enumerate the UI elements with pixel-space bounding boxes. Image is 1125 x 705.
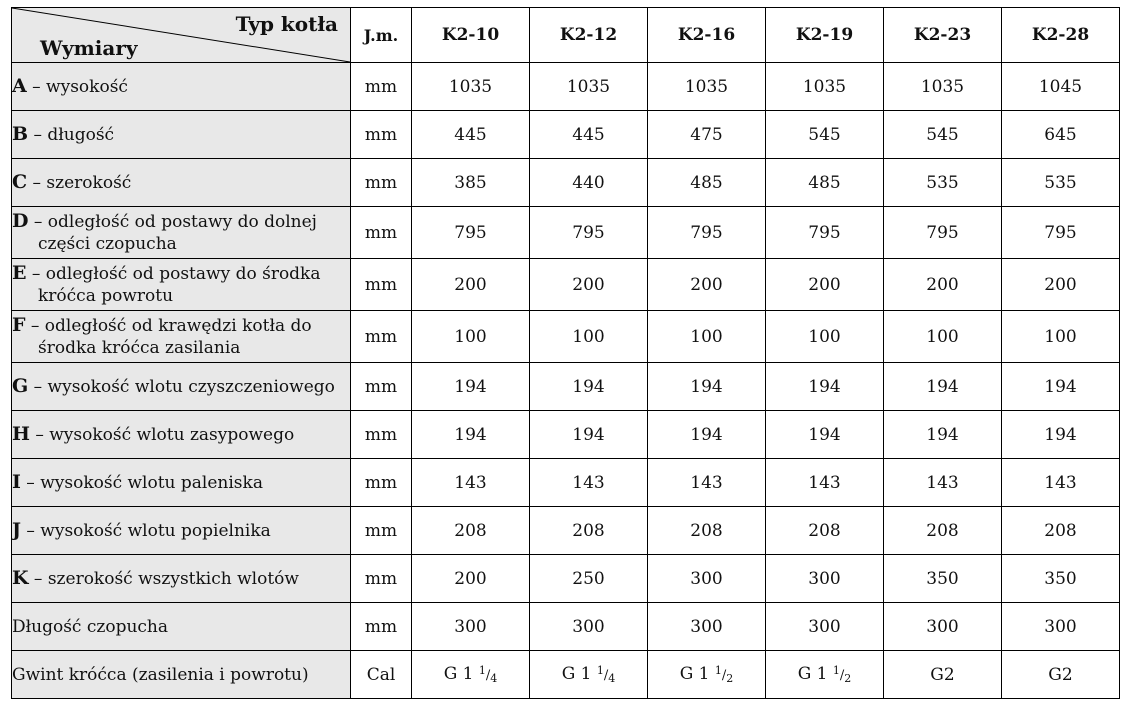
value-cell: 795: [530, 207, 648, 259]
value-cell: 200: [884, 259, 1002, 311]
value-cell: 200: [766, 259, 884, 311]
value-cell: 143: [884, 459, 1002, 507]
thread-size-base: G 1: [797, 664, 833, 684]
dimension-description-continued: części czopucha: [38, 234, 177, 254]
table-row: [12, 63, 1120, 111]
boiler-dimensions-table: [11, 7, 1120, 699]
unit-cell: mm: [351, 111, 412, 159]
dimension-letter: H: [12, 423, 30, 445]
value-cell: 545: [766, 111, 884, 159]
value-cell: 445: [530, 111, 648, 159]
dimension-label-cell: [12, 63, 351, 111]
dimension-description: – odległość od krawędzi kotła do: [25, 316, 312, 336]
thread-size-base: G 1: [561, 664, 597, 684]
fraction-numerator: 1: [714, 664, 722, 677]
dimension-description: – szerokość: [27, 173, 132, 193]
value-cell: 194: [766, 411, 884, 459]
thread-size-base: G 1: [443, 664, 479, 684]
dimension-description: – długość: [28, 125, 115, 145]
thread-size-base: G2: [930, 664, 955, 685]
value-cell: 485: [648, 159, 766, 207]
thread-fraction: [832, 664, 852, 685]
value-cell: 1035: [530, 63, 648, 111]
dimension-label-cell: [12, 411, 351, 459]
value-cell: 795: [884, 207, 1002, 259]
value-cell: 300: [648, 603, 766, 651]
thread-size-base: G2: [1048, 664, 1073, 685]
table-row: [12, 411, 1120, 459]
value-cell: 795: [648, 207, 766, 259]
dimension-label-cell: [12, 555, 351, 603]
value-cell: 200: [1002, 259, 1120, 311]
value-cell: 350: [1002, 555, 1120, 603]
value-cell: 100: [648, 311, 766, 363]
unit-cell: mm: [351, 603, 412, 651]
thread-size-cell: [884, 651, 1002, 699]
value-cell: 208: [1002, 507, 1120, 555]
unit-cell: mm: [351, 63, 412, 111]
thread-fraction: [478, 664, 498, 685]
dimension-letter: C: [12, 171, 28, 193]
value-cell: 445: [412, 111, 530, 159]
dimensions-label: Wymiary: [40, 36, 138, 60]
unit-cell: mm: [351, 507, 412, 555]
dimension-label-cell: [12, 363, 351, 411]
dimension-description-continued: króćca powrotu: [38, 286, 174, 306]
value-cell: 535: [884, 159, 1002, 207]
value-cell: 208: [766, 507, 884, 555]
value-cell: 100: [766, 311, 884, 363]
fraction-denominator: 4: [608, 672, 616, 685]
fraction-numerator: 1: [478, 664, 486, 677]
model-header: K2-28: [1002, 8, 1120, 63]
fraction-slash: /: [603, 668, 609, 683]
dimension-letter: F: [12, 314, 26, 336]
model-header: K2-12: [530, 8, 648, 63]
model-header: K2-19: [766, 8, 884, 63]
fraction-slash: /: [721, 668, 727, 683]
value-cell: 194: [648, 363, 766, 411]
thread-fraction: [714, 664, 734, 685]
dimension-description: – wysokość wlotu zasypowego: [29, 425, 295, 445]
dimension-description: – odległość od postawy do dolnej: [28, 212, 317, 232]
value-cell: 385: [412, 159, 530, 207]
value-cell: 194: [1002, 411, 1120, 459]
dimension-label-cell: [12, 207, 351, 259]
value-cell: 1035: [648, 63, 766, 111]
value-cell: 440: [530, 159, 648, 207]
unit-cell: mm: [351, 311, 412, 363]
value-cell: 250: [530, 555, 648, 603]
value-cell: 300: [648, 555, 766, 603]
dimension-label-cell: [12, 507, 351, 555]
value-cell: 208: [884, 507, 1002, 555]
value-cell: 300: [884, 603, 1002, 651]
unit-header: J.m.: [351, 8, 412, 63]
value-cell: 208: [648, 507, 766, 555]
table-row: [12, 159, 1120, 207]
table-row: [12, 363, 1120, 411]
fraction-denominator: 2: [844, 672, 852, 685]
fraction-denominator: 2: [726, 672, 734, 685]
value-cell: 194: [530, 363, 648, 411]
value-cell: 194: [766, 363, 884, 411]
dimension-label-cell: Gwint króćca (zasilenia i powrotu): [12, 651, 351, 699]
dimension-description: – wysokość wlotu popielnika: [21, 521, 271, 541]
table-row: [12, 111, 1120, 159]
dimension-letter: G: [12, 375, 29, 397]
dimension-label-cell: [12, 311, 351, 363]
dimension-letter: I: [12, 471, 21, 493]
table-row: [12, 459, 1120, 507]
dimension-label-cell: [12, 111, 351, 159]
value-cell: 350: [884, 555, 1002, 603]
value-cell: 1035: [412, 63, 530, 111]
fraction-numerator: 1: [596, 664, 604, 677]
thread-size-cell: [766, 651, 884, 699]
unit-cell: mm: [351, 459, 412, 507]
value-cell: 1035: [766, 63, 884, 111]
value-cell: 194: [648, 411, 766, 459]
dimension-description: – wysokość wlotu czyszczeniowego: [28, 377, 335, 397]
dimension-letter: J: [12, 519, 21, 541]
thread-size-cell: [530, 651, 648, 699]
fraction-slash: /: [839, 668, 845, 683]
value-cell: 300: [766, 603, 884, 651]
dimension-letter: A: [12, 75, 27, 97]
value-cell: 100: [530, 311, 648, 363]
unit-cell: mm: [351, 555, 412, 603]
unit-cell: mm: [351, 411, 412, 459]
value-cell: 143: [412, 459, 530, 507]
value-cell: 100: [884, 311, 1002, 363]
value-cell: 535: [1002, 159, 1120, 207]
value-cell: 485: [766, 159, 884, 207]
unit-cell: mm: [351, 207, 412, 259]
table-row: [12, 555, 1120, 603]
table-body: [12, 63, 1120, 699]
value-cell: 208: [412, 507, 530, 555]
dimension-letter: B: [12, 123, 29, 145]
dimension-label-cell: [12, 459, 351, 507]
dimension-label-cell: [12, 159, 351, 207]
dimension-description-continued: środka króćca zasilania: [38, 338, 241, 358]
value-cell: 475: [648, 111, 766, 159]
dimension-letter: D: [12, 210, 29, 232]
value-cell: 194: [530, 411, 648, 459]
value-cell: 143: [766, 459, 884, 507]
dimension-description: – szerokość wszystkich wlotów: [28, 569, 299, 589]
value-cell: 143: [1002, 459, 1120, 507]
unit-cell: mm: [351, 363, 412, 411]
table-row: [12, 507, 1120, 555]
boiler-type-label: Typ kotła: [235, 12, 338, 36]
thread-size-cell: [648, 651, 766, 699]
value-cell: 300: [1002, 603, 1120, 651]
value-cell: 795: [1002, 207, 1120, 259]
dimension-description: Długość czopucha: [12, 616, 169, 637]
value-cell: 645: [1002, 111, 1120, 159]
table-row: [12, 651, 1120, 699]
value-cell: 194: [1002, 363, 1120, 411]
unit-cell: Cal: [351, 651, 412, 699]
thread-size-cell: [412, 651, 530, 699]
fraction-numerator: 1: [832, 664, 840, 677]
value-cell: 200: [648, 259, 766, 311]
table-row: [12, 207, 1120, 259]
table-row: [12, 311, 1120, 363]
corner-header-cell: [12, 8, 351, 63]
dimension-letter: K: [12, 567, 29, 589]
value-cell: 194: [412, 411, 530, 459]
value-cell: 200: [530, 259, 648, 311]
dimension-letter: E: [12, 262, 27, 284]
table-row: [12, 603, 1120, 651]
value-cell: 200: [412, 259, 530, 311]
value-cell: 194: [412, 363, 530, 411]
value-cell: 795: [412, 207, 530, 259]
unit-cell: mm: [351, 159, 412, 207]
header-row: [12, 8, 1120, 63]
fraction-denominator: 4: [490, 672, 498, 685]
value-cell: 143: [648, 459, 766, 507]
value-cell: 194: [884, 363, 1002, 411]
fraction-slash: /: [485, 668, 491, 683]
value-cell: 194: [884, 411, 1002, 459]
value-cell: 300: [766, 555, 884, 603]
dimension-description: – odległość od postawy do środka: [26, 264, 321, 284]
value-cell: 300: [530, 603, 648, 651]
thread-size-cell: [1002, 651, 1120, 699]
dimension-description: – wysokość wlotu paleniska: [20, 473, 263, 493]
value-cell: 100: [412, 311, 530, 363]
model-header: K2-16: [648, 8, 766, 63]
table-row: [12, 259, 1120, 311]
thread-size-base: G 1: [679, 664, 715, 684]
thread-fraction: [596, 664, 616, 685]
value-cell: 1045: [1002, 63, 1120, 111]
value-cell: 208: [530, 507, 648, 555]
dimension-description: – wysokość: [26, 77, 128, 97]
dimension-label-cell: [12, 603, 351, 651]
value-cell: 795: [766, 207, 884, 259]
value-cell: 200: [412, 555, 530, 603]
unit-cell: mm: [351, 259, 412, 311]
value-cell: 300: [412, 603, 530, 651]
value-cell: 143: [530, 459, 648, 507]
value-cell: 1035: [884, 63, 1002, 111]
model-header: K2-23: [884, 8, 1002, 63]
value-cell: 545: [884, 111, 1002, 159]
dimension-label-cell: [12, 259, 351, 311]
value-cell: 100: [1002, 311, 1120, 363]
model-header: K2-10: [412, 8, 530, 63]
